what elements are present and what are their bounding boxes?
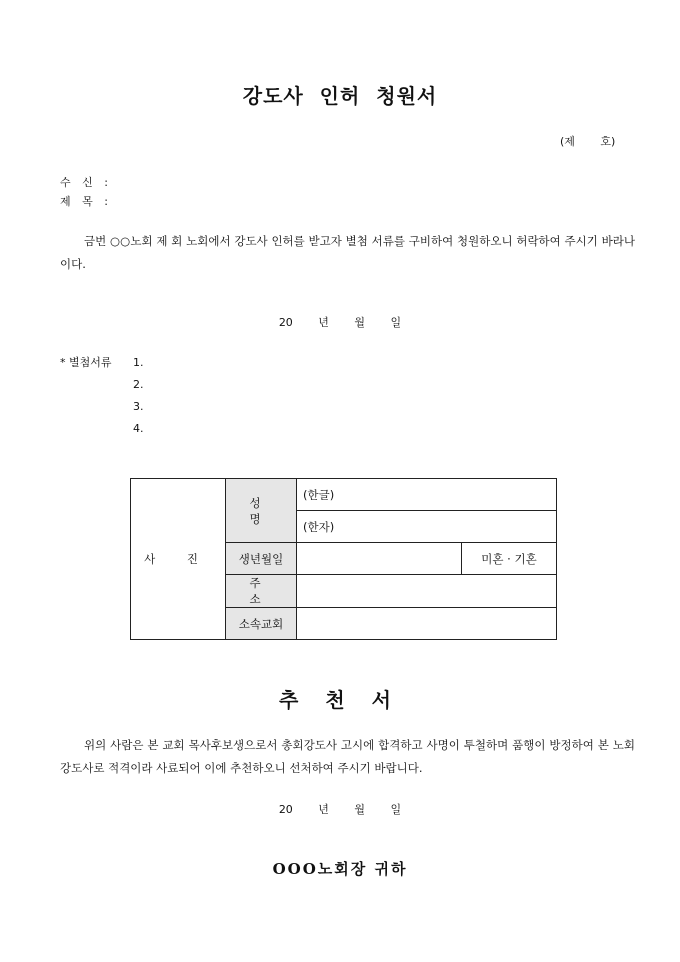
attachment-item: 1. [133, 356, 144, 369]
address-label: 주 소 [226, 575, 297, 608]
attachment-item: 4. [133, 422, 144, 435]
attachment-row [60, 396, 144, 418]
birthdate-label: 생년월일 [226, 543, 297, 575]
petition-date: 20 년 월 일 [278, 316, 402, 329]
attachment-row [60, 352, 144, 374]
addressee: OOO노회장 귀하 [272, 860, 408, 878]
recommendation-body: 위의 사람은 본 교회 목사후보생으로서 총회강도사 고시에 합격하고 사명이 투철하며 품행이 방정하여 본 노회 강도사로 적격이라 사료되어 이에 추천하오니 선처하여 주시기 바랍니다. [60, 738, 635, 775]
applicant-info-table [130, 478, 557, 640]
document-title: 강도사 인허 청원서 [242, 84, 438, 108]
recipient-field [60, 174, 112, 190]
church-field [297, 608, 557, 640]
attachment-item: 2. [133, 378, 144, 391]
document-number: (제 호) [560, 135, 616, 148]
address-field [297, 575, 557, 608]
attachments-label: * 별첨서류 [60, 356, 112, 369]
name-hangul-field: (한글) [297, 479, 557, 511]
marital-status: 미혼 · 기혼 [462, 543, 557, 575]
recommendation-title: 추 천 서 [279, 688, 401, 712]
birthdate-field [297, 543, 462, 575]
name-hanja-field: (한자) [297, 511, 557, 543]
church-label: 소속교회 [226, 608, 297, 640]
recommendation-date: 20 년 월 일 [278, 803, 402, 816]
petition-body: 금번 ○○노회 제 회 노회에서 강도사 인허를 받고자 별첨 서류를 구비하여 청원하오니 허락하여 주시기 바라나이다. [60, 234, 635, 271]
photo-cell: 사 진 [131, 479, 226, 640]
name-label: 성 명 [226, 479, 297, 543]
recipient-label: 수 신 : [60, 176, 112, 189]
attachment-row [60, 418, 144, 440]
attachment-row [60, 374, 144, 396]
attachments-list [60, 352, 144, 440]
subject-label: 제 목 : [60, 195, 112, 208]
attachment-item: 3. [133, 400, 144, 413]
subject-field [60, 193, 112, 209]
